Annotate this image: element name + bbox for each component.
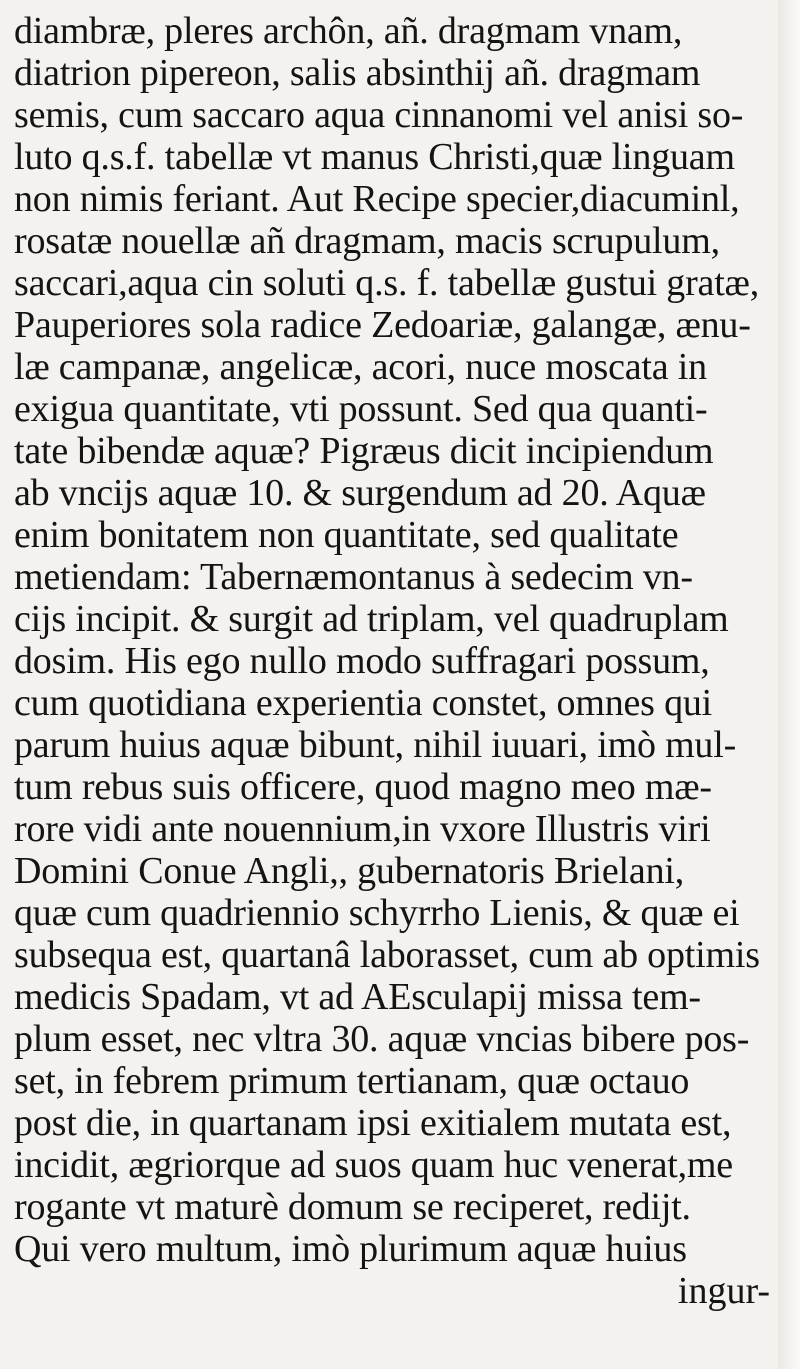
text-line: saccari,aqua cin soluti q.s. f. tabellæ gustui gratæ, [14, 262, 760, 304]
text-line: Pauperiores sola radice Zedoariæ, galangæ, ænu- [14, 304, 751, 346]
text-line: dosim. His ego nullo modo suffragari possum, [14, 640, 710, 682]
text-line: rore vidi ante nouennium,in vxore Illustris viri [14, 808, 711, 850]
text-line: post die, in quartanam ipsi exitialem mutata est, [14, 1102, 732, 1144]
text-line: incidit, ægriorque ad suos quam huc venerat,me [14, 1144, 733, 1186]
text-line: cum quotidiana experientia constet, omnes qui [14, 682, 713, 724]
text-line: metiendam: Tabernæmontanus à sedecim vn- [14, 556, 693, 598]
text-line: rogante vt maturè domum se reciperet, redijt. [14, 1186, 691, 1228]
text-line: enim bonitatem non quantitate, sed qualitate [14, 514, 679, 556]
text-line: diambræ, pleres archôn, añ. dragmam vnam, [14, 10, 683, 52]
text-line: tate bibendæ aquæ? Pigræus dicit incipiendum [14, 430, 714, 472]
text-line: Domini Conue Angli,, gubernatoris Brielani, [14, 850, 685, 892]
text-line: ab vncijs aquæ 10. & surgendum ad 20. Aquæ [14, 472, 706, 514]
text-line: tum rebus suis officere, quod magno meo mæ- [14, 766, 712, 808]
text-line: semis, cum saccaro aqua cinnanomi vel anisi so- [14, 94, 744, 136]
text-line: exigua quantitate, vti possunt. Sed qua quanti- [14, 388, 708, 430]
text-line: læ campanæ, angelicæ, acori, nuce moscata in [14, 346, 707, 388]
text-line: quæ cum quadriennio schyrrho Lienis, & quæ ei [14, 892, 740, 934]
text-line: luto q.s.f. tabellæ vt manus Christi,quæ linguam [14, 136, 735, 178]
text-line: set, in febrem primum tertianam, quæ octauo [14, 1060, 690, 1102]
text-line: Qui vero multum, imò plurimum aquæ huius [14, 1228, 687, 1270]
text-line: cijs incipit. & surgit ad triplam, vel quadruplam [14, 598, 729, 640]
text-line: rosatæ nouellæ añ dragmam, macis scrupulum, [14, 220, 720, 262]
text-line: diatrion pipereon, salis absinthij añ. dragmam [14, 52, 701, 94]
text-line: non nimis feriant. Aut Recipe specier,diacuminl, [14, 178, 740, 220]
catchword: ingur- [677, 1270, 770, 1312]
text-line: plum esset, nec vltra 30. aquæ vncias bibere pos- [14, 1018, 750, 1060]
page-text-block [14, 10, 784, 1312]
text-line: medicis Spadam, vt ad AEsculapij missa tem- [14, 976, 701, 1018]
text-line: subsequa est, quartanâ laborasset, cum ab optimis [14, 934, 760, 976]
text-line: parum huius aquæ bibunt, nihil iuuari, imò mul- [14, 724, 737, 766]
